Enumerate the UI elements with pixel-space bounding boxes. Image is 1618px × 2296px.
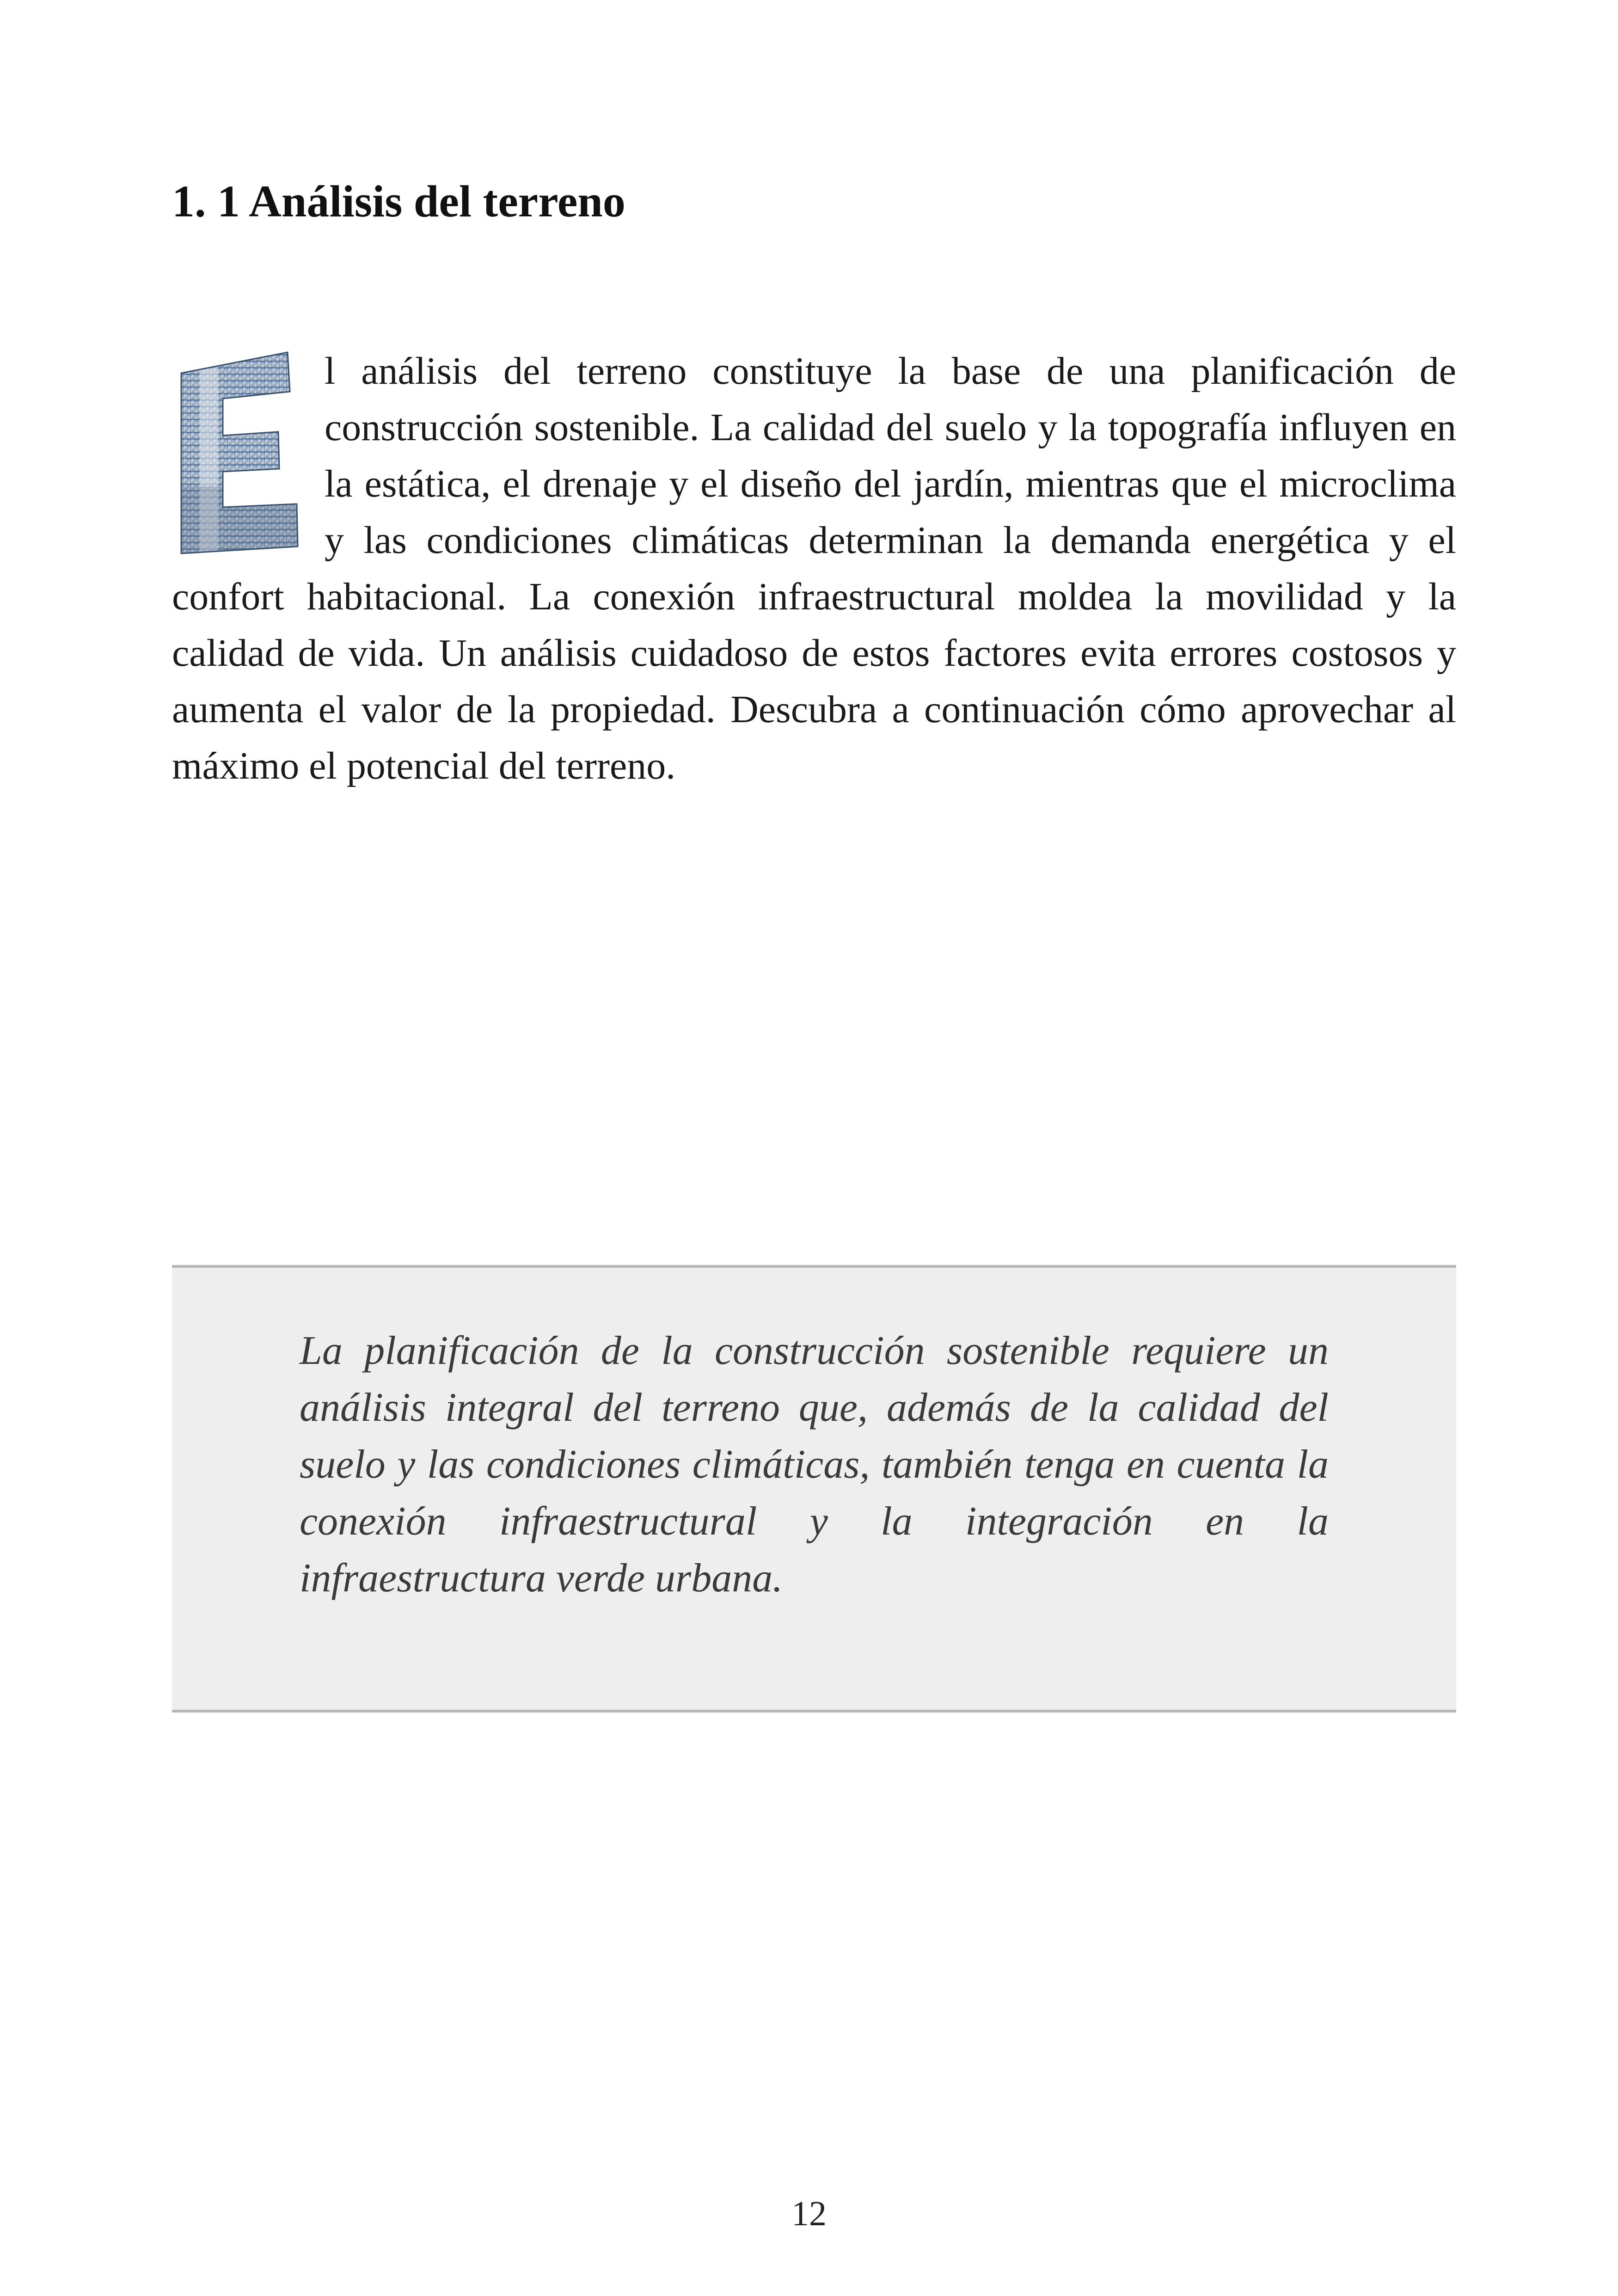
intro-paragraph <box>172 343 1456 794</box>
dropcap-e-building-image <box>172 348 306 556</box>
page-number: 12 <box>791 2194 827 2233</box>
section-title: 1. 1 Análisis del terreno <box>172 177 625 227</box>
callout-text: La planificación de la construcción sostenible requiere un análisis integral del terreno que, además de la calidad del suelo y las condiciones climáticas, también tenga en cuenta la conexión infraestructural y la integración en la infraestructura verde urbana. <box>300 1328 1329 1601</box>
intro-text: l análisis del terreno constituye la base de una planificación de construcción sostenible. La calidad del suelo y la topografía influyen en la estática, el drenaje y el diseño del jardín, mientras que el microclima y las condiciones climáticas determinan la demanda energética y el confort habitacional. La conexión infraestructural moldea la movilidad y la calidad de vida. Un análisis cuidadoso de estos factores evita errores costosos y aumenta el valor de la propiedad. Descubra a continuación cómo aprovechar al máximo el potencial del terreno. <box>172 350 1456 787</box>
callout-box <box>172 1265 1456 1713</box>
